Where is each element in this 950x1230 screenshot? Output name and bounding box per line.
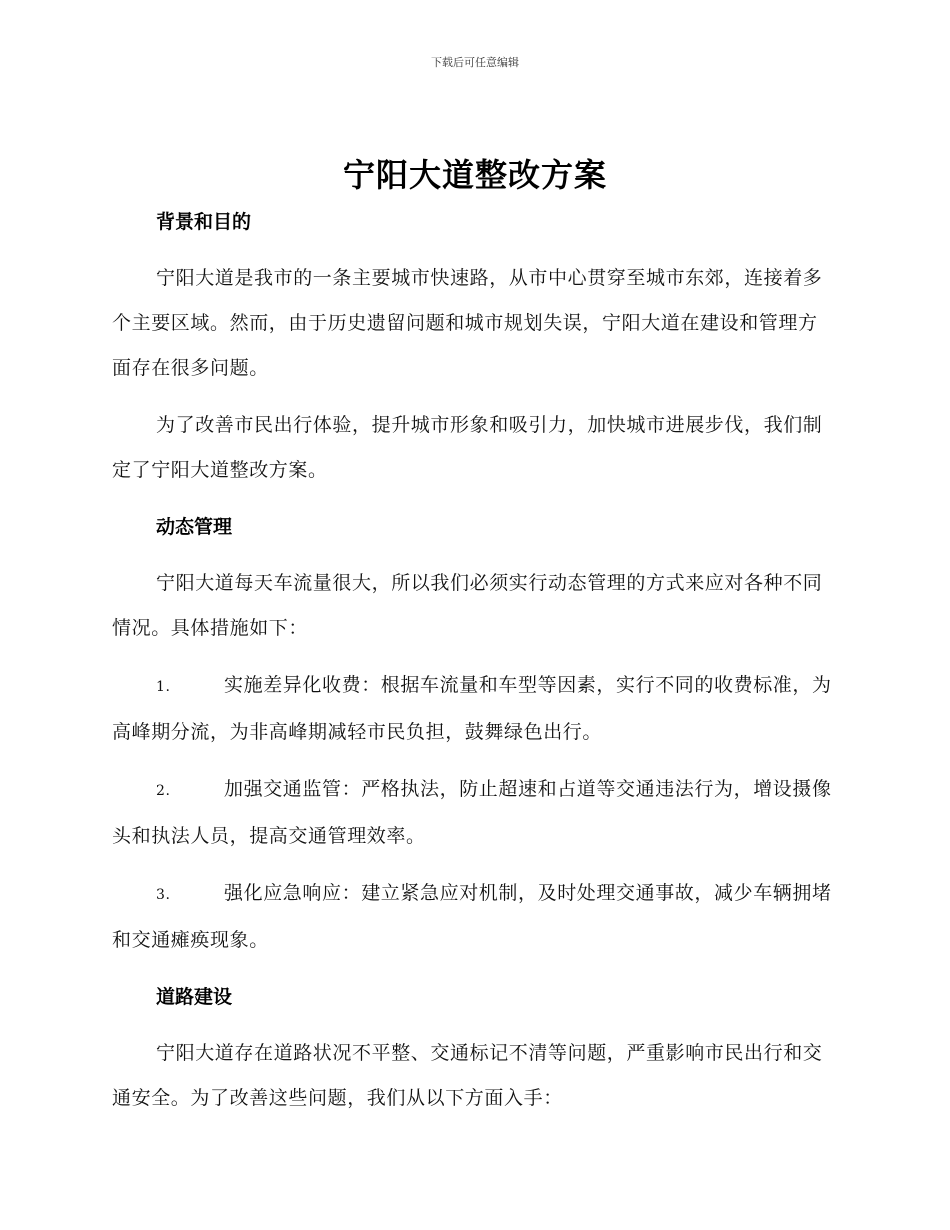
paragraph: 宁阳大道存在道路状况不平整、交通标记不清等问题，严重影响市民出行和交通安全。为了改善这些问题，我们从以下方面入手： xyxy=(112,1042,823,1109)
paragraph: 宁阳大道每天车流量很大，所以我们必须实行动态管理的方式来应对各种不同情况。具体措施如下： xyxy=(112,572,823,639)
document-body xyxy=(112,200,832,1121)
paragraph: 为了改善市民出行体验，提升城市形象和吸引力，加快城市进展步伐，我们制定了宁阳大道整改方案。 xyxy=(112,414,823,481)
list-number: 3. xyxy=(156,887,171,903)
list-number: 1. xyxy=(156,679,171,695)
paragraph: 宁阳大道是我市的一条主要城市快速路，从市中心贯穿至城市东郊，连接着多个主要区域。然而，由于历史遗留问题和城市规划失误，宁阳大道在建设和管理方面存在很多问题。 xyxy=(112,267,823,379)
header-note: 下载后可任意编辑 xyxy=(431,56,519,69)
section-heading-background: 背景和目的 xyxy=(156,211,252,233)
list-item xyxy=(112,663,832,755)
list-text: 强化应急响应：建立紧急应对机制，及时处理交通事故，减少车辆拥堵和交通瘫痪现象。 xyxy=(112,882,832,951)
section-heading-road-construction: 道路建设 xyxy=(156,986,233,1008)
list-text: 加强交通监管：严格执法，防止超速和占道等交通违法行为，增设摄像头和执法人员，提高交通管理效率。 xyxy=(112,778,832,847)
list-text: 实施差异化收费：根据车流量和车型等因素，实行不同的收费标准，为高峰期分流，为非高峰期减轻市民负担，鼓舞绿色出行。 xyxy=(112,674,832,743)
list-item xyxy=(112,871,832,963)
list-number: 2. xyxy=(156,783,171,799)
list-item xyxy=(112,767,832,859)
section-heading-dynamic-management: 动态管理 xyxy=(156,516,233,538)
document-title: 宁阳大道整改方案 xyxy=(342,156,607,194)
